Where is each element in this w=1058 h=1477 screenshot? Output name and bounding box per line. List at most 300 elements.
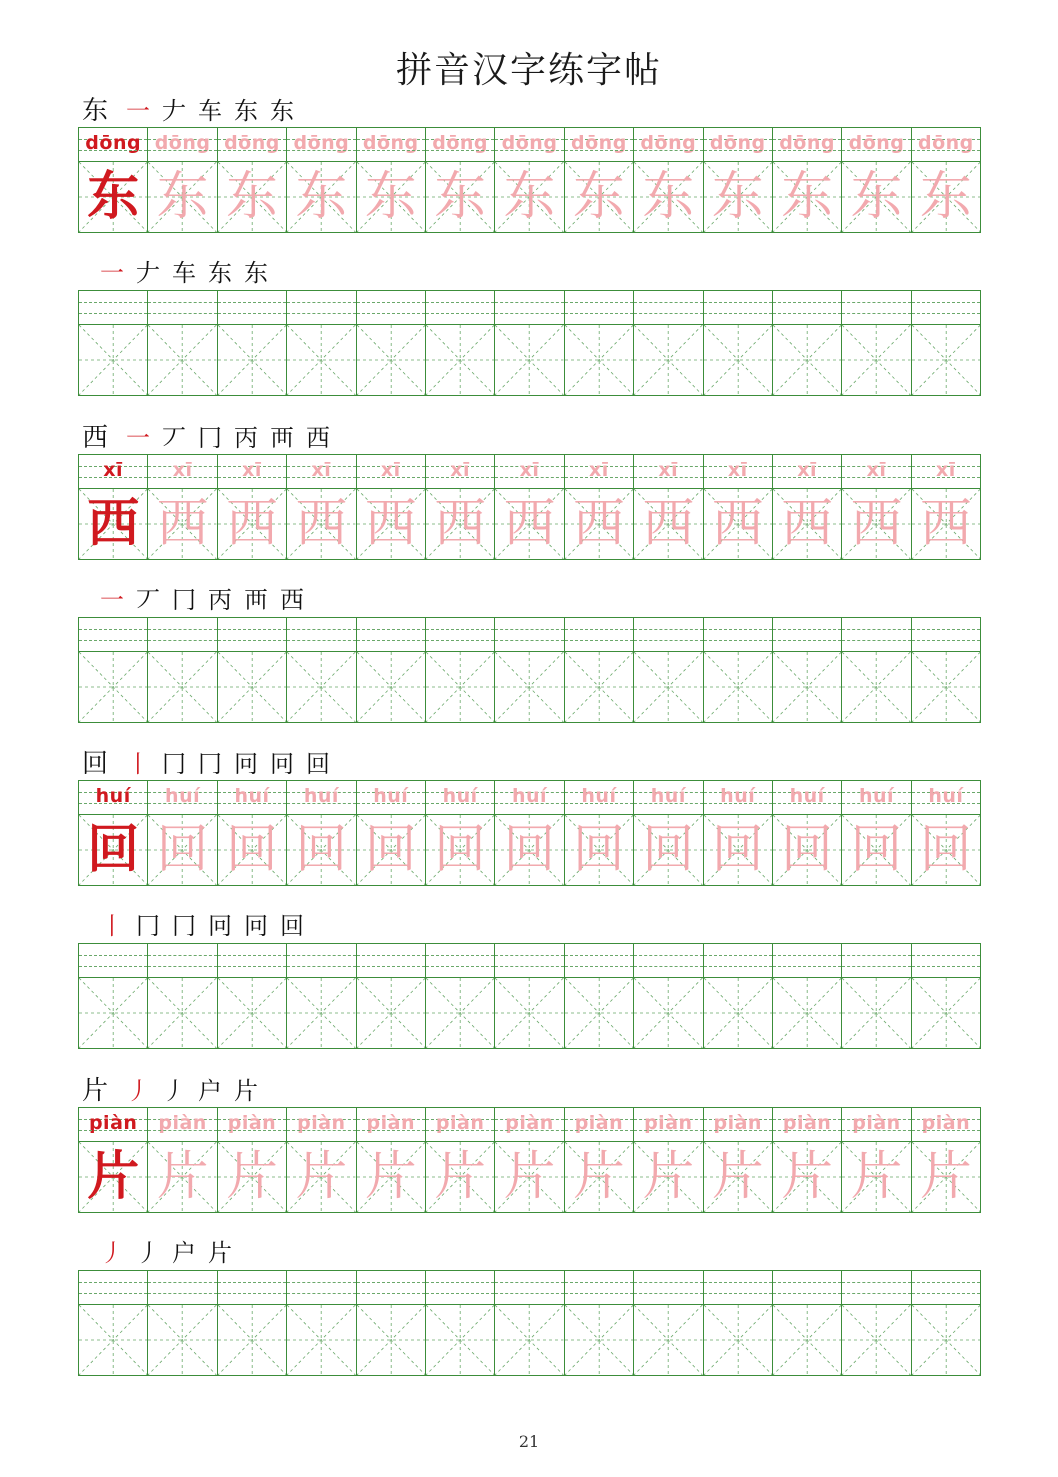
pinyin-band: [773, 455, 841, 489]
practice-cell[interactable]: [842, 618, 911, 722]
mi-grid-box: [148, 815, 216, 885]
practice-cell[interactable]: [912, 618, 980, 722]
practice-cell[interactable]: [842, 1271, 911, 1375]
stroke-order: [82, 1070, 270, 1104]
pinyin-band: [565, 455, 633, 489]
pinyin-label: piàn: [505, 1112, 554, 1134]
tracing-cell[interactable]: [565, 781, 634, 885]
practice-cell[interactable]: [218, 618, 287, 722]
practice-cell[interactable]: [565, 291, 634, 395]
tracing-grid: [78, 454, 981, 560]
pinyin-label: xī: [727, 459, 748, 481]
character-heading: 回: [82, 749, 109, 779]
tracing-cell[interactable]: [426, 781, 495, 885]
mi-grid-box: [495, 652, 563, 722]
stroke-step: 丨: [126, 750, 151, 778]
pinyin-band: [773, 781, 841, 815]
mi-grid-guides: [773, 325, 841, 395]
practice-cell[interactable]: [218, 1271, 287, 1375]
practice-cell[interactable]: [79, 944, 148, 1048]
mi-grid-guides: [218, 978, 286, 1048]
tracing-cell[interactable]: [704, 781, 773, 885]
practice-cell[interactable]: [287, 944, 356, 1048]
mi-grid-box: [218, 489, 286, 559]
pinyin-band: [218, 455, 286, 489]
tracing-cell[interactable]: [634, 781, 703, 885]
stroke-step: 一: [100, 259, 124, 287]
pinyin-label: dōng: [501, 132, 558, 154]
mi-grid-box: [634, 1305, 702, 1375]
tracing-cell[interactable]: [773, 781, 842, 885]
mi-grid-box: [773, 1305, 841, 1375]
pinyin-label: xī: [797, 459, 817, 481]
practice-cell[interactable]: [565, 1271, 634, 1375]
trace-character: 东: [156, 167, 209, 227]
mi-grid-guides: [426, 1305, 494, 1375]
practice-cell[interactable]: [357, 291, 426, 395]
mi-grid-box: [912, 1142, 980, 1212]
stroke-step: 冂: [162, 750, 187, 778]
pinyin-label: dōng: [917, 132, 974, 154]
pinyin-label: dōng: [571, 132, 627, 154]
tracing-cell[interactable]: [357, 455, 426, 559]
trace-character: 片: [711, 1147, 764, 1207]
trace-character: 回: [156, 820, 209, 880]
practice-cell[interactable]: [704, 1271, 773, 1375]
practice-cell[interactable]: [565, 618, 634, 722]
trace-character: 片: [364, 1147, 417, 1207]
trace-character: 片: [225, 1147, 278, 1207]
pinyin-band: [704, 618, 772, 652]
trace-character: 西: [711, 494, 764, 554]
practice-cell[interactable]: [634, 618, 703, 722]
mi-grid-box: [218, 652, 286, 722]
practice-cell[interactable]: [773, 944, 842, 1048]
practice-cell[interactable]: [634, 944, 703, 1048]
practice-cell[interactable]: [148, 618, 217, 722]
trace-character: 东: [503, 167, 556, 227]
pinyin-band: [495, 128, 563, 162]
mi-grid-box: [842, 325, 910, 395]
mi-grid-box: [287, 1305, 355, 1375]
mi-grid-box: [426, 1305, 494, 1375]
practice-cell[interactable]: [704, 944, 773, 1048]
pinyin-band: [773, 291, 841, 325]
mi-grid-box: [704, 815, 772, 885]
practice-cell[interactable]: [148, 291, 217, 395]
stroke-order-practice: [100, 1233, 244, 1267]
pinyin-band: [148, 944, 216, 978]
pinyin-band: [287, 1108, 355, 1142]
pinyin-band: [148, 781, 216, 815]
pinyin-label: huí: [95, 785, 131, 807]
pinyin-band: [357, 128, 425, 162]
stroke-step: 襾: [244, 586, 268, 614]
practice-cell[interactable]: [287, 618, 356, 722]
mi-grid-box: [287, 325, 355, 395]
mi-grid-guides: [634, 652, 702, 722]
tracing-cell[interactable]: [842, 781, 911, 885]
tracing-cell[interactable]: [287, 455, 356, 559]
pinyin-label: huí: [234, 785, 270, 807]
pinyin-band: [357, 781, 425, 815]
practice-cell[interactable]: [148, 1271, 217, 1375]
mi-grid-box: [218, 325, 286, 395]
stroke-order-practice: [100, 906, 316, 940]
pinyin-label: dōng: [779, 132, 835, 154]
practice-cell[interactable]: [912, 944, 980, 1048]
pinyin-band: [495, 1108, 563, 1142]
stroke-step: 片: [234, 1077, 259, 1105]
mi-grid-box: [842, 162, 910, 232]
stroke-order: [82, 90, 306, 124]
practice-cell[interactable]: [287, 291, 356, 395]
mi-grid-box: [565, 162, 633, 232]
stroke-step: 冋: [208, 912, 232, 940]
practice-cell[interactable]: [79, 291, 148, 395]
pinyin-label: dōng: [432, 132, 489, 154]
stroke-order-practice: [100, 253, 280, 287]
mi-grid-guides: [218, 652, 286, 722]
pinyin-band: [79, 291, 147, 325]
tracing-cell[interactable]: [704, 1108, 773, 1212]
mi-grid-box: [426, 815, 494, 885]
mi-grid-guides: [495, 652, 563, 722]
mi-grid-box: [495, 489, 563, 559]
stroke-step: 一: [126, 424, 151, 452]
pinyin-band: [912, 781, 980, 815]
mi-grid-box: [634, 325, 702, 395]
tracing-cell[interactable]: [426, 128, 495, 232]
tracing-cell[interactable]: [79, 781, 148, 885]
pinyin-band: [218, 1271, 286, 1305]
mi-grid-box: [426, 325, 494, 395]
tracing-cell[interactable]: [148, 128, 217, 232]
mi-grid-guides: [287, 652, 355, 722]
tracing-cell[interactable]: [495, 128, 564, 232]
pinyin-band: [842, 128, 910, 162]
trace-character: 东: [642, 167, 695, 227]
mi-grid-box: [495, 1142, 563, 1212]
practice-cell[interactable]: [912, 1271, 980, 1375]
stroke-step: 东: [234, 97, 259, 125]
tracing-cell[interactable]: [287, 128, 356, 232]
mi-grid-box: [148, 489, 216, 559]
trace-character: 回: [295, 820, 348, 880]
mi-grid-guides: [79, 325, 147, 395]
mi-grid-box: [218, 815, 286, 885]
practice-cell[interactable]: [357, 1271, 426, 1375]
mi-grid-box: [842, 489, 910, 559]
practice-cell[interactable]: [565, 944, 634, 1048]
practice-cell[interactable]: [426, 1271, 495, 1375]
practice-cell[interactable]: [287, 1271, 356, 1375]
stroke-step: 丿: [126, 1077, 151, 1105]
pinyin-label: dōng: [154, 132, 211, 154]
stroke-step: 丙: [234, 424, 259, 452]
pinyin-band: [842, 291, 910, 325]
pinyin-band: [287, 781, 355, 815]
pinyin-band: [287, 128, 355, 162]
tracing-cell[interactable]: [912, 128, 980, 232]
tracing-cell[interactable]: [565, 455, 634, 559]
mi-grid-box: [842, 815, 910, 885]
pinyin-label: huí: [581, 785, 617, 807]
tracing-cell[interactable]: [842, 128, 911, 232]
tracing-cell[interactable]: [148, 455, 217, 559]
tracing-cell[interactable]: [79, 1108, 148, 1212]
mi-grid-box: [218, 162, 286, 232]
tracing-cell[interactable]: [634, 128, 703, 232]
character-block: [0, 417, 1058, 727]
tracing-cell[interactable]: [842, 455, 911, 559]
pinyin-band: [426, 944, 494, 978]
page-title: 拼音汉字练字帖: [395, 50, 662, 91]
mi-grid-box: [842, 978, 910, 1048]
trace-character: 西: [919, 494, 972, 554]
mi-grid-guides: [912, 325, 980, 395]
mi-grid-box: [842, 1142, 910, 1212]
stroke-step: 户: [172, 1239, 196, 1267]
mi-grid-box: [912, 978, 980, 1048]
pinyin-band: [218, 128, 286, 162]
pinyin-band: [148, 128, 216, 162]
practice-cell[interactable]: [495, 1271, 564, 1375]
model-character: 片: [87, 1146, 140, 1207]
tracing-cell[interactable]: [148, 781, 217, 885]
tracing-cell[interactable]: [912, 1108, 980, 1212]
trace-character: 回: [225, 820, 278, 880]
mi-grid-box: [565, 652, 633, 722]
tracing-cell[interactable]: [704, 455, 773, 559]
tracing-cell[interactable]: [773, 455, 842, 559]
tracing-cell[interactable]: [218, 128, 287, 232]
stroke-step: 东: [208, 259, 232, 287]
trace-character: 西: [572, 494, 625, 554]
trace-character: 西: [781, 494, 834, 554]
tracing-cell[interactable]: [357, 1108, 426, 1212]
mi-grid-guides: [565, 978, 633, 1048]
pinyin-band: [773, 1108, 841, 1142]
practice-cell[interactable]: [357, 618, 426, 722]
pinyin-band: [148, 1108, 216, 1142]
pinyin-band: [79, 781, 147, 815]
pinyin-label: huí: [650, 785, 686, 807]
pinyin-band: [287, 1271, 355, 1305]
practice-cell[interactable]: [495, 944, 564, 1048]
practice-cell[interactable]: [704, 618, 773, 722]
pinyin-band: [634, 1108, 702, 1142]
practice-cell[interactable]: [218, 944, 287, 1048]
mi-grid-guides: [912, 652, 980, 722]
mi-grid-guides: [148, 1305, 216, 1375]
practice-cell[interactable]: [148, 944, 217, 1048]
tracing-cell[interactable]: [912, 781, 980, 885]
tracing-cell[interactable]: [218, 781, 287, 885]
tracing-cell[interactable]: [287, 781, 356, 885]
stroke-step: 西: [306, 424, 331, 452]
mi-grid-box: [565, 325, 633, 395]
practice-cell[interactable]: [634, 291, 703, 395]
tracing-cell[interactable]: [773, 128, 842, 232]
pinyin-band: [287, 455, 355, 489]
tracing-cell[interactable]: [79, 455, 148, 559]
mi-grid-guides: [148, 652, 216, 722]
character-block: [0, 743, 1058, 1053]
pinyin-band: [704, 291, 772, 325]
tracing-cell[interactable]: [357, 781, 426, 885]
practice-cell[interactable]: [634, 1271, 703, 1375]
tracing-cell[interactable]: [565, 128, 634, 232]
mi-grid-box: [704, 162, 772, 232]
pinyin-band: [426, 128, 494, 162]
practice-cell[interactable]: [842, 291, 911, 395]
pinyin-band: [773, 618, 841, 652]
pinyin-band: [426, 781, 494, 815]
mi-grid-guides: [912, 978, 980, 1048]
tracing-cell[interactable]: [634, 455, 703, 559]
mi-grid-box: [495, 978, 563, 1048]
tracing-cell[interactable]: [426, 1108, 495, 1212]
pinyin-label: xī: [242, 459, 262, 481]
trace-character: 西: [225, 494, 278, 554]
tracing-cell[interactable]: [565, 1108, 634, 1212]
stroke-step: 𠂇: [162, 97, 187, 125]
tracing-cell[interactable]: [218, 1108, 287, 1212]
tracing-cell[interactable]: [357, 128, 426, 232]
mi-grid-box: [287, 815, 355, 885]
practice-cell[interactable]: [773, 291, 842, 395]
pinyin-label: dōng: [224, 132, 280, 154]
pinyin-band: [912, 1271, 980, 1305]
mi-grid-box: [426, 489, 494, 559]
tracing-cell[interactable]: [773, 1108, 842, 1212]
practice-cell[interactable]: [773, 618, 842, 722]
character-block: [0, 1070, 1058, 1380]
trace-character: 片: [503, 1147, 556, 1207]
trace-character: 西: [156, 494, 209, 554]
pinyin-band: [357, 618, 425, 652]
mi-grid-guides: [495, 1305, 563, 1375]
mi-grid-box: [148, 652, 216, 722]
pinyin-label: dōng: [709, 132, 766, 154]
pinyin-band: [565, 128, 633, 162]
pinyin-label: dōng: [848, 132, 905, 154]
practice-cell[interactable]: [79, 618, 148, 722]
pinyin-band: [912, 291, 980, 325]
stroke-step: 丿: [100, 1239, 124, 1267]
mi-grid-box: [287, 489, 355, 559]
practice-cell[interactable]: [495, 291, 564, 395]
pinyin-label: piàn: [574, 1112, 624, 1134]
pinyin-band: [287, 618, 355, 652]
tracing-cell[interactable]: [634, 1108, 703, 1212]
mi-grid-guides: [704, 1305, 772, 1375]
pinyin-label: piàn: [435, 1112, 485, 1134]
practice-cell[interactable]: [79, 1271, 148, 1375]
mi-grid-guides: [79, 1305, 147, 1375]
practice-cell[interactable]: [495, 618, 564, 722]
mi-grid-box: [912, 1305, 980, 1375]
pinyin-label: dōng: [293, 132, 350, 154]
pinyin-band: [773, 128, 841, 162]
mi-grid-box: [357, 652, 425, 722]
pinyin-band: [495, 455, 563, 489]
practice-cell[interactable]: [704, 291, 773, 395]
tracing-cell[interactable]: [426, 455, 495, 559]
practice-cell[interactable]: [912, 291, 980, 395]
pinyin-label: piàn: [227, 1112, 277, 1134]
mi-grid-box: [218, 1142, 286, 1212]
character-block: [0, 90, 1058, 400]
pinyin-band: [495, 781, 563, 815]
mi-grid-box: [495, 162, 563, 232]
tracing-cell[interactable]: [842, 1108, 911, 1212]
tracing-cell[interactable]: [148, 1108, 217, 1212]
mi-grid-guides: [634, 1305, 702, 1375]
trace-character: 片: [572, 1147, 625, 1207]
pinyin-label: xī: [450, 459, 471, 481]
trace-character: 回: [781, 820, 834, 880]
practice-cell[interactable]: [426, 944, 495, 1048]
mi-grid-box: [565, 815, 633, 885]
tracing-cell[interactable]: [79, 128, 148, 232]
mi-grid-box: [426, 162, 494, 232]
practice-cell[interactable]: [773, 1271, 842, 1375]
practice-cell[interactable]: [426, 618, 495, 722]
practice-cell[interactable]: [357, 944, 426, 1048]
tracing-cell[interactable]: [495, 781, 564, 885]
tracing-cell[interactable]: [495, 455, 564, 559]
mi-grid-guides: [773, 652, 841, 722]
pinyin-band: [79, 455, 147, 489]
pinyin-band: [704, 781, 772, 815]
model-character: 西: [87, 493, 140, 554]
mi-grid-guides: [357, 978, 425, 1048]
mi-grid-guides: [218, 325, 286, 395]
mi-grid-box: [79, 1305, 147, 1375]
pinyin-band: [218, 1108, 286, 1142]
mi-grid-box: [634, 489, 702, 559]
stroke-step: 冂: [198, 750, 223, 778]
trace-character: 西: [434, 494, 487, 554]
tracing-cell[interactable]: [912, 455, 980, 559]
mi-grid-box: [148, 1305, 216, 1375]
pinyin-band: [634, 781, 702, 815]
practice-cell[interactable]: [218, 291, 287, 395]
mi-grid-box: [148, 1142, 216, 1212]
pinyin-band: [148, 1271, 216, 1305]
practice-cell[interactable]: [842, 944, 911, 1048]
tracing-cell[interactable]: [218, 455, 287, 559]
pinyin-band: [426, 1108, 494, 1142]
pinyin-label: dōng: [640, 132, 697, 154]
pinyin-band: [704, 455, 772, 489]
pinyin-label: xī: [658, 459, 679, 481]
pinyin-band: [565, 781, 633, 815]
mi-grid-box: [634, 652, 702, 722]
mi-grid-guides: [565, 1305, 633, 1375]
tracing-cell[interactable]: [287, 1108, 356, 1212]
pinyin-band: [912, 618, 980, 652]
mi-grid-box: [773, 489, 841, 559]
tracing-cell[interactable]: [704, 128, 773, 232]
trace-character: 东: [850, 167, 903, 227]
practice-cell[interactable]: [426, 291, 495, 395]
tracing-cell[interactable]: [495, 1108, 564, 1212]
mi-grid-guides: [495, 978, 563, 1048]
mi-grid-box: [148, 325, 216, 395]
